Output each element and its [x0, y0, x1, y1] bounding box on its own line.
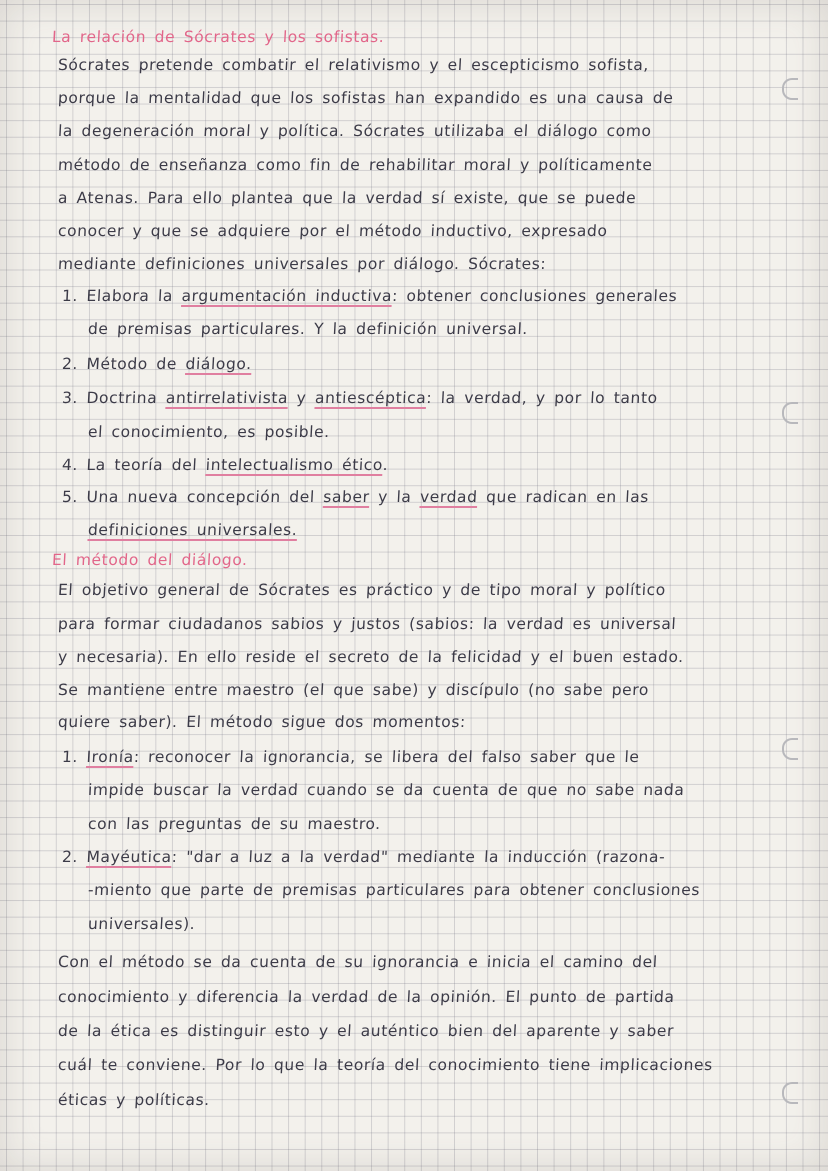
- note-line: [58, 648, 685, 666]
- note-line: [88, 521, 298, 539]
- underlined-term: saber: [322, 488, 371, 506]
- note-line: [62, 848, 666, 866]
- text-segment: La relación de Sócrates y los sofistas.: [51, 28, 385, 46]
- underlined-term: Ironía: [86, 748, 135, 766]
- text-segment: el conocimiento, es posible.: [87, 423, 331, 441]
- note-line: [58, 953, 659, 971]
- text-segment: que radican en las: [477, 488, 650, 506]
- note-line: [88, 815, 382, 833]
- note-line: [58, 681, 650, 699]
- text-segment: de premisas particulares. Y la definición universal.: [87, 320, 529, 338]
- text-segment: y: [287, 389, 316, 407]
- underlined-term: diálogo.: [185, 355, 253, 373]
- text-segment: conocimiento y diferencia la verdad de la opinión. El punto de partida: [57, 988, 676, 1006]
- note-line: [58, 1091, 211, 1109]
- note-line: [62, 488, 650, 506]
- text-segment: : la verdad, y por lo tanto: [425, 389, 659, 407]
- text-segment: con las preguntas de su maestro.: [87, 815, 382, 833]
- binder-hole-icon: [782, 78, 798, 100]
- underlined-term: intelectualismo ético: [205, 456, 384, 474]
- note-line: [58, 255, 547, 273]
- underlined-term: definiciones universales.: [87, 521, 298, 539]
- note-line: [58, 122, 653, 140]
- text-segment: para formar ciudadanos sabios y justos (sabios: la verdad es universal: [57, 615, 677, 633]
- section-heading: [52, 28, 385, 46]
- text-segment: Se mantiene entre maestro (el que sabe) y discípulo (no sabe pero: [57, 681, 650, 699]
- note-line: [58, 1056, 714, 1074]
- note-line: [58, 156, 653, 174]
- text-segment: El método del diálogo.: [51, 551, 249, 569]
- text-segment: : reconocer la ignorancia, se libera del falso saber que le: [133, 748, 641, 766]
- binder-hole-icon: [782, 402, 798, 424]
- text-segment: éticas y políticas.: [57, 1091, 211, 1109]
- text-segment: El objetivo general de Sócrates es práctico y de tipo moral y político: [57, 581, 667, 599]
- text-segment: y la: [369, 488, 421, 506]
- text-segment: 4. La teoría del: [61, 456, 207, 474]
- text-segment: cuál te conviene. Por lo que la teoría del conocimiento tiene implicaciones: [57, 1056, 714, 1074]
- text-segment: y necesaria). En ello reside el secreto de la felicidad y el buen estado.: [57, 648, 685, 666]
- text-segment: mediante definiciones universales por diálogo. Sócrates:: [57, 255, 547, 273]
- note-line: [88, 881, 701, 899]
- text-segment: .: [382, 456, 389, 474]
- note-line: [58, 189, 637, 207]
- note-line: [62, 355, 253, 373]
- text-segment: 2.: [61, 848, 87, 866]
- text-segment: a Atenas. Para ello plantea que la verdad sí existe, que se puede: [57, 189, 637, 207]
- binder-hole-icon: [782, 1082, 798, 1104]
- text-segment: 3. Doctrina: [61, 389, 167, 407]
- binder-hole-icon: [782, 738, 798, 760]
- underlined-term: argumentación inductiva: [181, 287, 393, 305]
- note-line: [62, 456, 389, 474]
- note-line: [58, 581, 667, 599]
- text-segment: quiere saber). El método sigue dos momentos:: [57, 713, 467, 731]
- text-segment: : "dar a luz a la verdad" mediante la inducción (razona-: [171, 848, 666, 866]
- text-segment: -miento que parte de premisas particulares para obtener conclusiones: [87, 881, 701, 899]
- underlined-term: Mayéutica: [86, 848, 173, 866]
- text-segment: método de enseñanza como fin de rehabilitar moral y políticamente: [57, 156, 653, 174]
- text-segment: 2. Método de: [61, 355, 187, 373]
- note-line: [88, 781, 685, 799]
- note-line: [58, 89, 674, 107]
- note-line: [88, 320, 529, 338]
- underlined-term: antiescéptica: [314, 389, 427, 407]
- text-segment: conocer y que se adquiere por el método inductivo, expresado: [57, 222, 609, 240]
- note-line: [88, 915, 196, 933]
- note-line: [58, 713, 467, 731]
- text-segment: impide buscar la verdad cuando se da cuenta de que no sabe nada: [87, 781, 685, 799]
- text-segment: de la ética es distinguir esto y el auténtico bien del aparente y saber: [57, 1022, 675, 1040]
- text-segment: porque la mentalidad que los sofistas han expandido es una causa de: [57, 89, 675, 107]
- note-line: [58, 615, 677, 633]
- note-line: [58, 222, 609, 240]
- text-segment: 5. Una nueva concepción del: [61, 488, 324, 506]
- note-line: [58, 56, 650, 74]
- text-segment: universales).: [87, 915, 196, 933]
- section-heading: [52, 551, 249, 569]
- note-line: [62, 389, 659, 407]
- note-line: [58, 988, 676, 1006]
- note-line: [58, 1022, 675, 1040]
- note-line: [62, 287, 678, 305]
- underlined-term: verdad: [419, 488, 479, 506]
- text-segment: 1. Elabora la: [61, 287, 183, 305]
- text-segment: : obtener conclusiones generales: [391, 287, 678, 305]
- note-line: [62, 748, 641, 766]
- text-segment: Con el método se da cuenta de su ignorancia e inicia el camino del: [57, 953, 659, 971]
- underlined-term: antirrelativista: [165, 389, 289, 407]
- text-segment: Sócrates pretende combatir el relativismo y el escepticismo sofista,: [57, 56, 650, 74]
- text-segment: la degeneración moral y política. Sócrates utilizaba el diálogo como: [57, 122, 653, 140]
- note-line: [88, 423, 331, 441]
- text-segment: 1.: [61, 748, 87, 766]
